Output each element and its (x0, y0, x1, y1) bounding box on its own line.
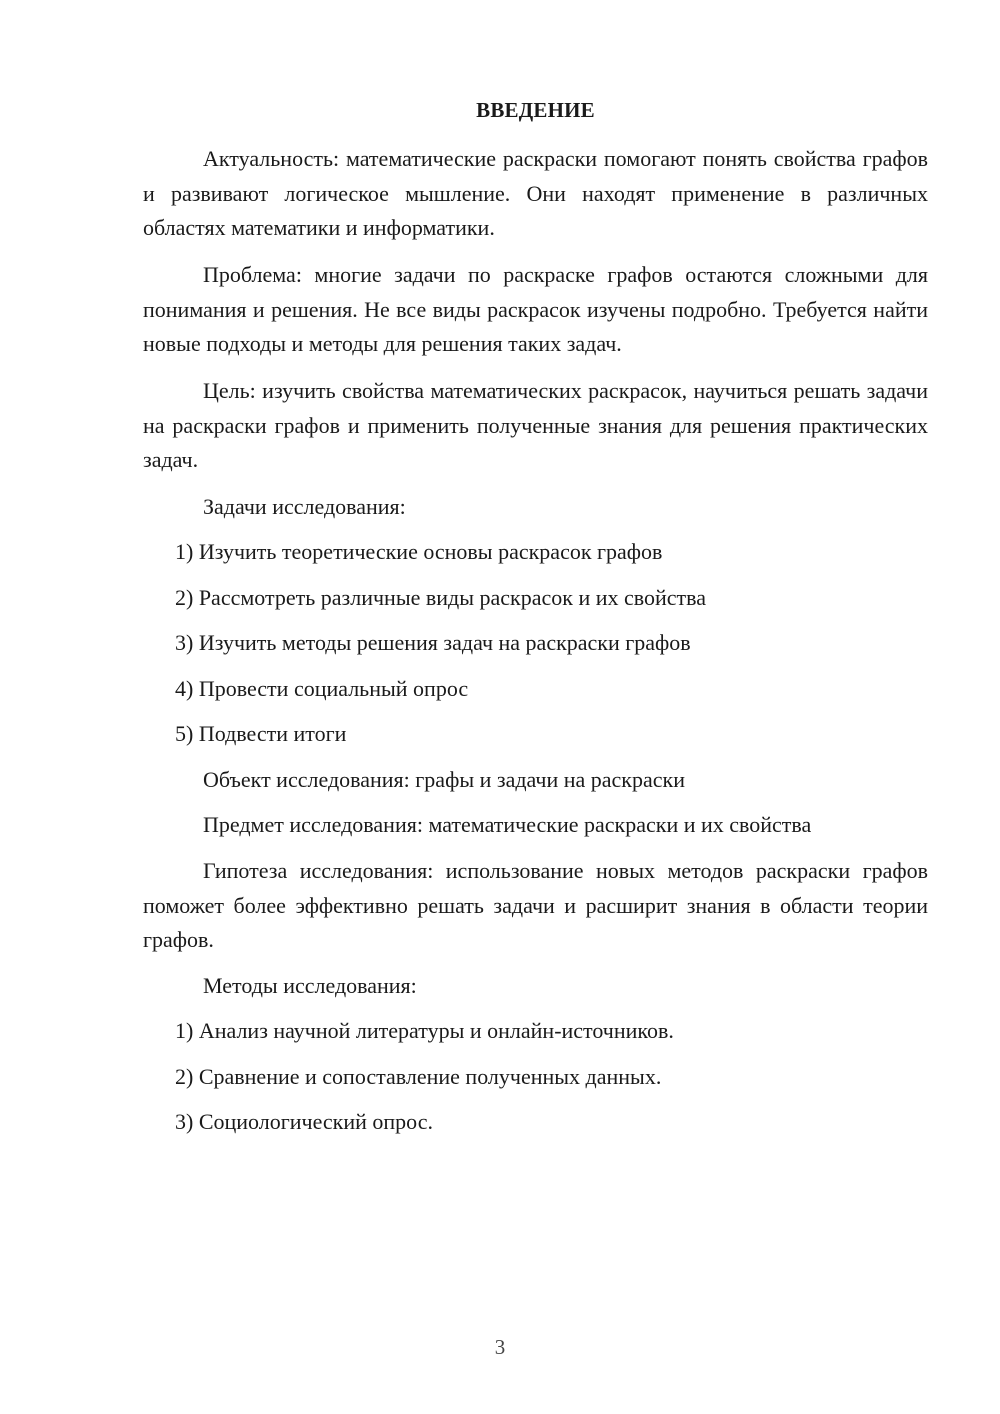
method-item-3: 3) Социологический опрос. (175, 1109, 433, 1134)
task-item-3: 3) Изучить методы решения задач на раскраски графов (175, 630, 691, 655)
research-object: Объект исследования: графы и задачи на раскраски (203, 767, 685, 792)
tasks-label: Задачи исследования: (203, 494, 406, 519)
task-item-1: 1) Изучить теоретические основы раскрасок графов (175, 539, 663, 564)
methods-label: Методы исследования: (203, 973, 417, 998)
problem-paragraph: Проблема: многие задачи по раскраске графов остаются сложными для понимания и решения. Не все виды раскрасок изучены подробно. Требуется найти новые подходы и методы для решения таких задач. (143, 262, 928, 356)
task-item-5: 5) Подвести итоги (175, 721, 347, 746)
task-item-4: 4) Провести социальный опрос (175, 676, 469, 701)
relevance-paragraph: Актуальность: математические раскраски помогают понять свойства графов и развивают логическое мышление. Они находят применение в различных областях математики и информатики. (143, 146, 928, 240)
section-heading: ВВЕДЕНИЕ (476, 98, 595, 122)
method-item-1: 1) Анализ научной литературы и онлайн-источников. (175, 1018, 674, 1043)
task-item-2: 2) Рассмотреть различные виды раскрасок и их свойства (175, 585, 707, 610)
page-number: 3 (494, 1335, 506, 1359)
method-item-2: 2) Сравнение и сопоставление полученных данных. (175, 1064, 662, 1089)
hypothesis-paragraph: Гипотеза исследования: использование новых методов раскраски графов поможет более эффективно решать задачи и расширит знания в области теории графов. (143, 858, 928, 952)
goal-paragraph: Цель: изучить свойства математических раскрасок, научиться решать задачи на раскраски графов и применить полученные знания для решения практических задач. (143, 378, 928, 472)
research-subject: Предмет исследования: математические раскраски и их свойства (203, 812, 812, 837)
